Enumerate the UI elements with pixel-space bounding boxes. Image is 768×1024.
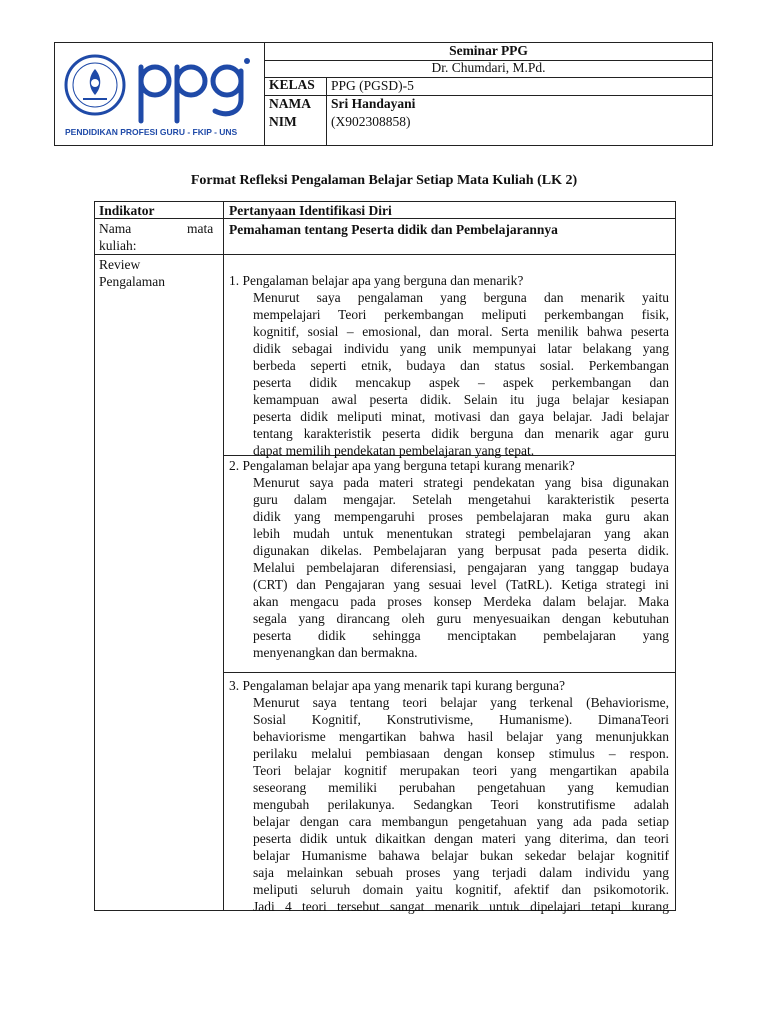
nim-value: (X902308858) [331, 114, 411, 129]
kelas-row [265, 77, 712, 96]
answer-line: Menurut saya tentang teori belajar yang terkenal (Behaviorisme, [253, 695, 669, 710]
answer-line: menyenangkan dan bermakna. [253, 645, 418, 660]
answer-line: belajar Humanisme bahawa belajar bukan sekedar belajar kognitif [253, 848, 669, 863]
question-1: 1. Pengalaman belajar apa yang berguna dan menarik? [229, 273, 524, 288]
seminar-title: Seminar PPG [449, 43, 528, 58]
logo-caption: PENDIDIKAN PROFESI GURU - FKIP - UNS [65, 127, 238, 137]
pengalaman-label: Pengalaman [99, 274, 165, 289]
answer-line: guru dalam mengajar. Setelah mengetahui karakteristik peserta [253, 492, 669, 507]
col-header-pertanyaan: Pertanyaan Identifikasi Diri [229, 203, 392, 218]
answer-line: Menurut saya pengalaman yang berguna dan menarik yaitu [253, 290, 669, 305]
answer-line: Menurut saya pada materi strategi pendekatan yang bisa digunakan [253, 475, 669, 490]
answer-line: Jadi 4 teori tersebut sangat menarik untuk dipelajari tetapi kurang [253, 899, 669, 914]
answer-line: mengubah perilakunya. Sedangkan Teori konstrutifisme adalah [253, 797, 669, 812]
header-box [54, 42, 713, 146]
answer-line: belajar dengan cara membangun pengetahuan yang ada pada setiap [253, 814, 669, 829]
answer-line: seseorang memiliki perubahan pengetahuan yang kemudian [253, 780, 669, 795]
col-header-indikator: Indikator [99, 203, 155, 218]
answer-line: kemampuan awal peserta didik. Selain itu juga belajar kesiapan [253, 392, 669, 407]
nama-label: NAMA [269, 96, 311, 111]
university-seal-icon [66, 56, 124, 114]
answer-line: peserta didik sehingga menciptakan pembelajaran yang [253, 628, 669, 643]
answer-line: mempelajari Teori perkembangan meliputi perkembangan fisik, [253, 307, 669, 322]
answer-line: Sosial Kognitif, Konstrutivisme, Humanisme). DimanaTeori [253, 712, 669, 727]
answer-line: didik yang mempengaruhi proses pembelajaran maka guru akan [253, 509, 669, 524]
answer-line: saja melainkan sebuah proses yang terjadi dalam individu yang [253, 865, 669, 880]
answer-line: Melalui pembelajaran diferensiasi, pengajaran yang tanggap budaya [253, 560, 669, 575]
lecturer-row [265, 60, 712, 78]
answer-line: (CRT) dan Pengajaran yang sesuai level (TatRL). Ketiga strategi ini [253, 577, 669, 592]
answer-line: akan mengacu pada proses konsep Merdeka dalam belajar. Maka [253, 594, 669, 609]
answer-line: perilaku melalui pembiasaan dengan konsep stimulus – respon. [253, 746, 669, 761]
ppg-wordmark-icon [141, 58, 250, 121]
answer-2 [253, 474, 669, 661]
header-info-table [265, 43, 712, 145]
review-label: Review [99, 257, 141, 272]
answer-line: peserta didik meliputi minat, motivasi dan gaya belajar. Jadi belajar [253, 409, 669, 424]
answer-line: tentang karakteristik peserta didik berguna dan menarik agar guru [253, 426, 669, 441]
row-divider [223, 672, 675, 673]
answer-line: meliputi seluruh domain yaitu kognitif, afektif dan psikomotorik. [253, 882, 669, 897]
kelas-label: KELAS [265, 77, 327, 95]
answer-line: dapat memilih pendekatan pembelajaran yang tepat. [253, 443, 535, 458]
mata-kuliah-value: Pemahaman tentang Peserta didik dan Pembelajarannya [229, 222, 558, 237]
nama-label-part: Nama [99, 221, 132, 236]
mata-label-part: mata [187, 221, 214, 236]
nama-nim-row [265, 95, 712, 145]
seminar-row [265, 43, 712, 61]
answer-line: digunakan dikelas. Pembelajaran yang berpusat pada peserta didik. [253, 543, 669, 558]
answer-line: segala yang dirancang oleh guru menyesuaikan dengan kebutuhan [253, 611, 669, 626]
answer-line: lebih mudah untuk menentukan strategi pembelajaran yang akan [253, 526, 669, 541]
question-2: 2. Pengalaman belajar apa yang berguna tetapi kurang menarik? [229, 458, 575, 473]
nama-value: Sri Handayani [331, 96, 416, 111]
answer-line: behaviorisme mengartikan bahwa hasil belajar yang menunjukkan [253, 729, 669, 744]
lecturer-name: Dr. Chumdari, M.Pd. [431, 60, 546, 75]
answer-line: peserta didik mencakup aspek – aspek perkembangan dan [253, 375, 669, 390]
answer-line: kognitif, sosial – emosional, dan moral. Serta menilik bahwa peserta [253, 324, 669, 339]
row-divider [95, 254, 675, 255]
column-divider [223, 202, 224, 910]
kelas-value: PPG (PGSD)-5 [331, 78, 414, 93]
logo-cell [55, 43, 265, 145]
question-3: 3. Pengalaman belajar apa yang menarik tapi kurang berguna? [229, 678, 565, 693]
answer-line: berbeda seperti etnik, budaya dan status sosial. Perkembangan [253, 358, 669, 373]
answer-line: Teori belajar kognitif merupakan teori yang mengartikan apabila [253, 763, 669, 778]
answer-1 [253, 289, 669, 459]
reflection-table [94, 201, 676, 914]
answer-3 [253, 694, 669, 915]
answer-line: didik sebagai individu yang unik mempunyai latar belakang yang [253, 341, 669, 356]
document-title: Format Refleksi Pengalaman Belajar Setiap Mata Kuliah (LK 2) [190, 173, 578, 188]
answer-line: peserta didik untuk dikaitkan dengan materi yang diterima, dan teori [253, 831, 669, 846]
nama-nim-label-cell [265, 95, 327, 145]
nim-label: NIM [269, 114, 297, 129]
kuliah-label-part: kuliah: [99, 238, 137, 253]
